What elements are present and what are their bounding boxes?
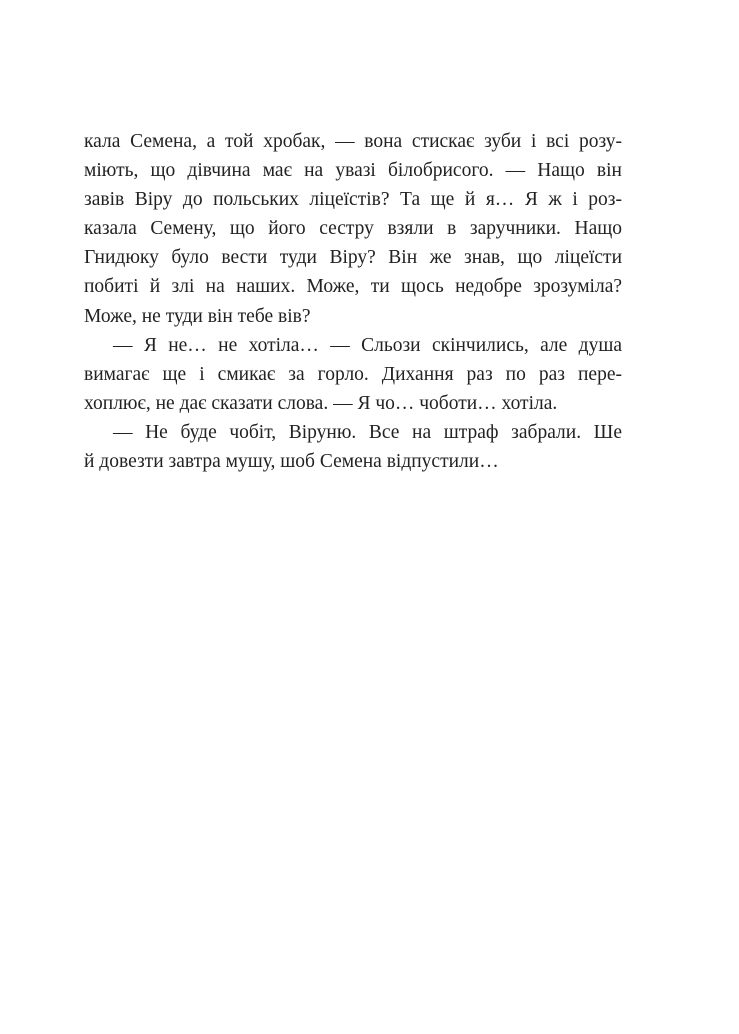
text-line: хоплює, не дає сказати слова. — Я чо… чоботи… хотіла.	[84, 392, 558, 414]
text-line: кала Семена, а той хробак, — вона стискає зуби і всі розу-	[84, 131, 622, 152]
text-line: вимагає ще і смикає за горло. Дихання раз по раз пере-	[84, 363, 622, 385]
text-line: побиті й злі на наших. Може, ти щось недобре зрозуміла?	[84, 276, 622, 298]
text-line: Гнидюку було вести туди Віру? Він же знав, що ліцеїсти	[84, 247, 622, 269]
body-text	[84, 127, 622, 476]
dialogue-line: — Не буде чобіт, Віруню. Все на штраф забрали. Ше	[113, 421, 622, 443]
text-line: завів Віру до польських ліцеїстів? Та ще й я… Я ж і роз-	[84, 189, 622, 211]
text-line: казала Семену, що його сестру взяли в заручники. Нащо	[84, 218, 622, 240]
text-line: Може, не туди він тебе вів?	[84, 305, 311, 327]
text-line: міють, що дівчина має на увазі білобрисого. — Нащо він	[84, 160, 622, 182]
text-line: й довезти завтра мушу, шоб Семена відпустили…	[84, 451, 499, 473]
dialogue-line: — Я не… не хотіла… — Сльози скінчились, але душа	[113, 334, 622, 356]
